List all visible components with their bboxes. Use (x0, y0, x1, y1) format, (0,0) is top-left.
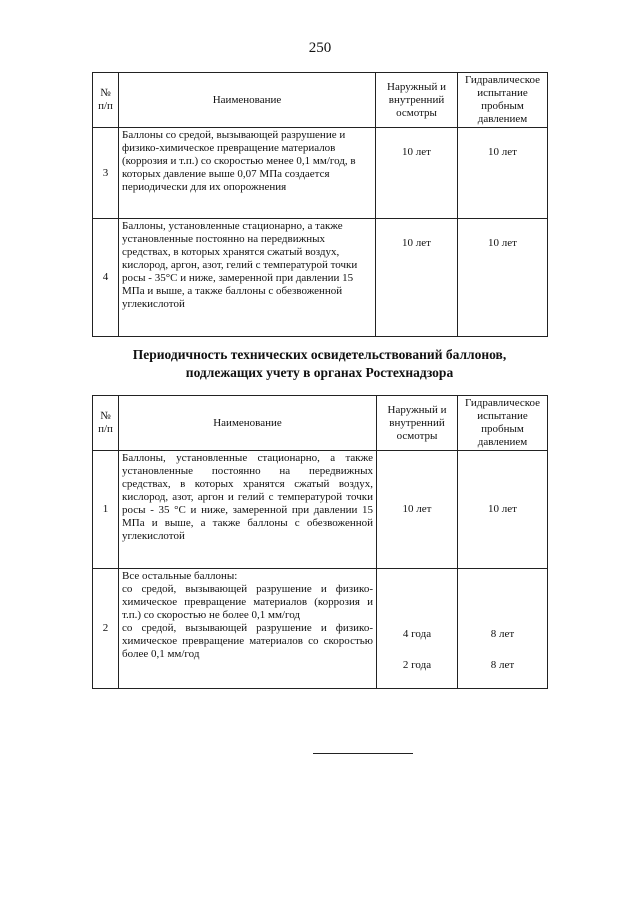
row-name: Баллоны, установленные стационарно, а также установленные постоянно на передвижных средствах, в которых хранятся сжатый воздух, кислород, азот, аргон и гелий с температурой точки росы - 35 °С и ниже, замеренной при давлении 15 МПа и выше, а также баллоны с обезвоженной углекислотой (119, 451, 377, 569)
table-periodicity-1 (92, 72, 548, 337)
col-header-visual: Наружный и внутренний осмотры (377, 396, 458, 451)
col-header-num: № п/п (93, 73, 119, 128)
row-hydro-2: 8 лет (490, 659, 515, 671)
row-num: 1 (93, 451, 119, 569)
row-name: Баллоны со средой, вызывающей разрушение и физико-химическое превращение материалов (коррозия и т.п.) со скоростью менее 0,1 мм/год, в которых давление выше 0,07 МПа создается периодически для их опорожнения (119, 128, 376, 219)
col-header-num: № п/п (93, 396, 119, 451)
row-hydro: 10 лет (458, 128, 548, 219)
row-visual: 10 лет (376, 219, 458, 337)
row-name (119, 569, 377, 689)
table-row (93, 219, 548, 337)
table-periodicity-2 (92, 395, 548, 689)
row-name-intro: Все остальные баллоны: (122, 570, 238, 582)
row-hydro-1: 8 лет (490, 628, 515, 640)
col-header-hydro: Гидравлическое испытание пробным давлением (458, 396, 548, 451)
heading-line-1: Периодичность технических освидетельствований баллонов, (132, 347, 507, 362)
row-name-sub-1: со средой, вызывающей разрушение и физико-химическое превращение материалов (коррозия и т.п.) со скоростью не более 0,1 мм/год (122, 583, 373, 621)
row-visual: 10 лет (377, 451, 458, 569)
table-header-row (93, 396, 548, 451)
row-num: 4 (93, 219, 119, 337)
table-row (93, 569, 548, 689)
table-row (93, 451, 548, 569)
row-hydro: 10 лет (458, 219, 548, 337)
page-number: 250 (308, 40, 332, 56)
col-header-hydro: Гидравлическое испытание пробным давлением (458, 73, 548, 128)
section-heading (92, 346, 547, 382)
row-hydro: 10 лет (458, 451, 548, 569)
col-header-name: Наименование (119, 73, 376, 128)
table-header-row (93, 73, 548, 128)
row-hydro (458, 569, 548, 689)
row-visual: 10 лет (376, 128, 458, 219)
table-row (93, 128, 548, 219)
row-visual (377, 569, 458, 689)
row-num: 3 (93, 128, 119, 219)
row-visual-1: 4 года (402, 628, 432, 640)
row-num: 2 (93, 569, 119, 689)
col-header-name: Наименование (119, 396, 377, 451)
row-visual-2: 2 года (402, 659, 432, 671)
row-name-sub-2: со средой, вызывающей разрушение и физико-химическое превращение материалов со скоростью более 0,1 мм/год (122, 622, 373, 660)
row-name: Баллоны, установленные стационарно, а также установленные постоянно на передвижных средствах, в которых хранятся сжатый воздух, кислород, аргон, азот, гелий с температурой точки росы - 35°С и ниже, замеренной при давлении 15 МПа и выше, а также баллоны с обезвоженной углекислотой (119, 219, 376, 337)
signature-line (313, 753, 413, 754)
col-header-visual: Наружный и внутренний осмотры (376, 73, 458, 128)
heading-line-2: подлежащих учету в органах Ростехнадзора (185, 365, 454, 380)
